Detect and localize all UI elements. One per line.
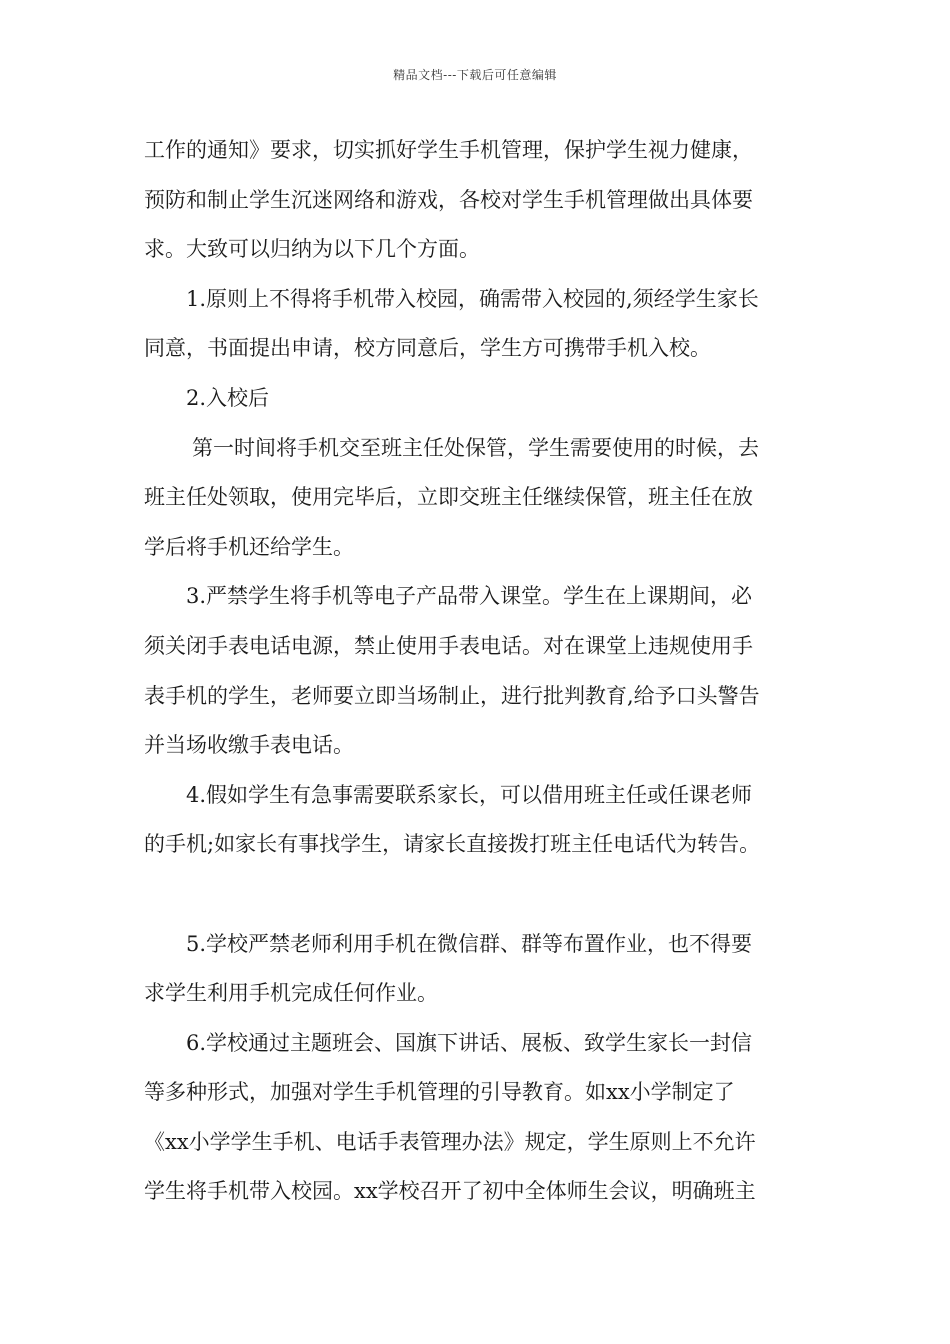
text-line: 学生将手机带入校园。xx学校召开了初中全体师生会议，明确班主 xyxy=(144,1179,756,1204)
blank-line xyxy=(144,870,808,920)
text-line: 求学生利用手机完成任何作业。 xyxy=(144,981,438,1006)
text-line: 求。大致可以归纳为以下几个方面。 xyxy=(144,237,480,262)
text-line: 第一时间将手机交至班主任处保管，学生需要使用的时候，去 xyxy=(192,435,759,460)
text-line: 须关闭手表电话电源，禁止使用手表电话。对在课堂上违规使用手 xyxy=(144,633,753,658)
text-line: 同意，书面提出申请，校方同意后，学生方可携带手机入校。 xyxy=(144,336,711,361)
list-item-4: 4.假如学生有急事需要联系家长，可以借用班主任或任课老师 xyxy=(186,782,753,807)
list-item-3: 3.严禁学生将手机等电子产品带入课堂。学生在上课期间，必 xyxy=(186,584,753,609)
document-body xyxy=(144,126,808,1217)
text-line: 班主任处领取，使用完毕后，立即交班主任继续保管，班主任在放 xyxy=(144,485,753,510)
text-line: 的手机;如家长有事找学生，请家长直接拨打班主任电话代为转告。 xyxy=(144,832,761,857)
list-item-1: 1.原则上不得将手机带入校园，确需带入校园的,须经学生家长 xyxy=(186,286,759,311)
text-line: 表手机的学生，老师要立即当场制止，进行批判教育,给予口头警告 xyxy=(144,683,760,708)
text-line: 并当场收缴手表电话。 xyxy=(144,733,354,758)
text-line: 学后将手机还给学生。 xyxy=(144,534,354,559)
list-item-6: 6.学校通过主题班会、国旗下讲话、展板、致学生家长一封信 xyxy=(186,1030,753,1055)
list-item-2: 2.入校后 xyxy=(186,385,270,410)
text-line: 预防和制止学生沉迷网络和游戏，各校对学生手机管理做出具体要 xyxy=(144,187,753,212)
text-line: 等多种形式，加强对学生手机管理的引导教育。如xx小学制定了 xyxy=(144,1080,735,1105)
text-line: 工作的通知》要求，切实抓好学生手机管理，保护学生视力健康， xyxy=(144,138,753,162)
list-item-5: 5.学校严禁老师利用手机在微信群、群等布置作业，也不得要 xyxy=(186,931,753,956)
page-header: 精品文档---下载后可任意编辑 xyxy=(393,68,557,82)
text-line: 《xx小学学生手机、电话手表管理办法》规定，学生原则上不允许 xyxy=(144,1129,756,1154)
